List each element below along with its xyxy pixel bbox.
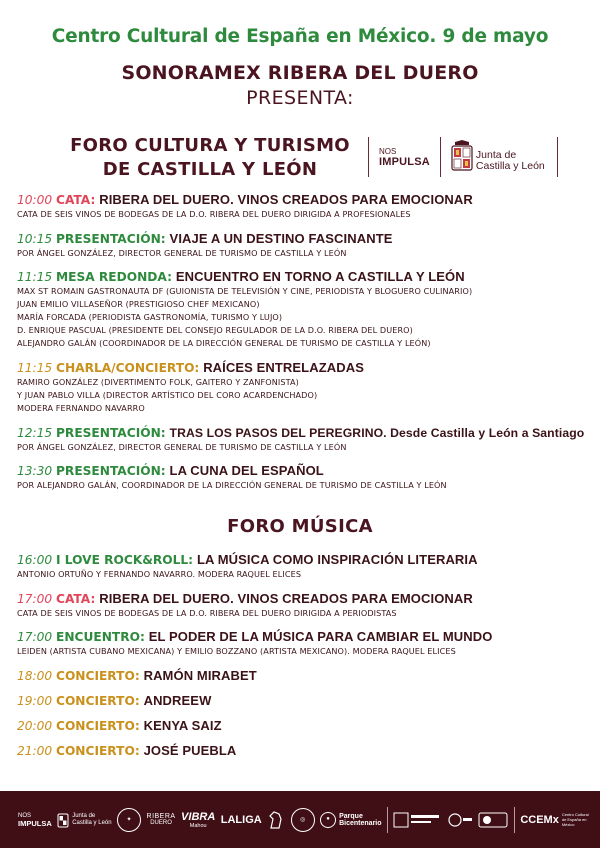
logo-junta-line2: Castilla y León [475, 160, 545, 172]
event-detail: MAX ST ROMAIN GASTRONAUTA DF (GUIONISTA DE TELEVISIÓN Y CINE, PERIODISTA Y BLOGUERO CULINARIO) [17, 286, 473, 296]
event-time: 11:15 [17, 270, 53, 284]
event-time: 19:00 [17, 694, 53, 708]
event-cultura-1 [17, 231, 587, 260]
event-time: 10:15 [17, 232, 53, 246]
sponsor-planeta-icon: ◎ [291, 808, 315, 832]
event-time: 10:00 [17, 193, 53, 207]
footer-junta-logo [57, 812, 111, 828]
event-headline [17, 463, 587, 479]
event-cultura-2 [17, 269, 587, 350]
footer-junta-line1: Junta de [72, 812, 96, 819]
event-musica-6 [17, 743, 587, 759]
event-time: 20:00 [17, 719, 53, 733]
event-musica-3 [17, 668, 587, 684]
aecid-icon [447, 810, 473, 830]
event-kind: CONCIERTO: [56, 669, 140, 683]
event-headline [17, 668, 587, 684]
footer-ccemx-sub: Centro Cultural de España en México [561, 812, 589, 827]
footer-nos: NOS [18, 812, 32, 819]
gov-seal-icon [393, 810, 441, 830]
footer-parque-logo [320, 812, 381, 828]
footer-impulsa: IMPULSA [18, 818, 52, 828]
event-headline [17, 629, 587, 645]
logo-junta-line1: Junta de [475, 149, 517, 161]
event-title: KENYA SAIZ [143, 718, 222, 733]
divider [387, 807, 388, 833]
event-title: RIBERA DEL DUERO. VINOS CREADOS PARA EMOCIONAR [99, 192, 473, 207]
parque-icon: ● [320, 812, 336, 828]
event-kind: MESA REDONDA: [56, 270, 172, 284]
event-kind: PRESENTACIÓN: [56, 464, 166, 478]
event-kind: PRESENTACIÓN: [56, 426, 166, 440]
foro-musica-title: FORO MÚSICA [227, 516, 373, 537]
event-detail: ALEJANDRO GALÁN (COORDINADOR DE LA DIRECCIÓN GENERAL DE TURISMO DE CASTILLA Y LEÓN) [17, 338, 431, 348]
event-headline [17, 743, 587, 759]
event-cultura-0 [17, 192, 587, 221]
event-title: RIBERA DEL DUERO. VINOS CREADOS PARA EMOCIONAR [99, 591, 473, 606]
junta-castilla-leon-logo [441, 140, 557, 174]
logo-impulsa-text: IMPULSA [379, 155, 430, 168]
event-detail: RAMIRO GONZÁLEZ (DIVERTIMENTO FOLK, GAITERO Y ZANFONISTA) [17, 377, 299, 387]
event-headline [17, 426, 587, 441]
event-kind: I LOVE ROCK&ROLL: [56, 553, 194, 567]
event-detail: D. ENRIQUE PASCUAL (PRESIDENTE DEL CONSEJO REGULADOR DE LA D.O. RIBERA DEL DUERO) [17, 325, 413, 335]
event-title: LA MÚSICA COMO INSPIRACIÓN LITERARIA [196, 552, 478, 567]
event-time: 21:00 [17, 744, 53, 758]
event-detail: LEIDEN (ARTISTA CUBANO MEXICANA) Y EMILIO BOZZANO (ARTISTA MEXICANO). MODERA RAQUEL ELICES [17, 646, 456, 656]
event-kind: CONCIERTO: [56, 694, 140, 708]
event-headline [17, 192, 587, 208]
event-detail: ANTONIO ORTUÑO Y FERNANDO NAVARRO. MODERA RAQUEL ELICES [17, 569, 302, 579]
event-detail: CATA DE SEIS VINOS DE BODEGAS DE LA D.O. RIBERA DEL DUERO DIRIGIDA A PROFESIONALES [17, 209, 411, 219]
sponsor-footer [0, 791, 600, 848]
footer-ccemx-logo [520, 812, 592, 827]
footer-shield-icon [57, 812, 69, 828]
event-kind: CATA: [56, 592, 96, 606]
footer-laliga-logo: LALIGA [220, 813, 262, 826]
event-detail: MARÍA FORCADA (PERIODISTA GASTRONOMÍA, TURISMO Y LUJO) [17, 312, 283, 322]
event-kind: ENCUENTRO: [56, 630, 145, 644]
event-detail: Y JUAN PABLO VILLA (DIRECTOR ARTÍSTICO DEL CORO ACARDENCHADO) [17, 390, 318, 400]
event-kind: PRESENTACIÓN: [56, 232, 166, 246]
event-time: 11:15 [17, 361, 53, 375]
event-kind: CONCIERTO: [56, 744, 140, 758]
footer-vibra: VIBRA [181, 810, 216, 823]
event-detail: MODERA FERNANDO NAVARRO [17, 403, 145, 413]
foro-cultura-title-line1: FORO CULTURA Y TURISMO [70, 135, 350, 156]
presenta: PRESENTA: [246, 87, 354, 109]
event-detail: CATA DE SEIS VINOS DE BODEGAS DE LA D.O. RIBERA DEL DUERO DIRIGIDA A PERIODISTAS [17, 608, 397, 618]
event-time: 17:00 [17, 592, 53, 606]
event-headline [17, 552, 587, 568]
event-detail: JUAN EMILIO VILLASEÑOR (PRESTIGIOSO CHEF MEXICANO) [17, 299, 260, 309]
event-time: 13:30 [17, 464, 53, 478]
top-title: Centro Cultural de España en México. 9 de mayo [51, 26, 549, 47]
event-musica-4 [17, 693, 587, 709]
event-time: 12:15 [17, 426, 53, 440]
event-headline [17, 360, 587, 376]
event-title: ENCUENTRO EN TORNO A CASTILLA Y LEÓN [175, 269, 465, 284]
event-title: TRAS LOS PASOS DEL PEREGRINO. Desde Castilla y León a Santiago [169, 426, 585, 440]
logo-nos-text: NOS [379, 146, 397, 156]
foro-cultura-title [60, 134, 360, 182]
event-time: 17:00 [17, 630, 53, 644]
header-logos [368, 136, 558, 178]
event-musica-1 [17, 591, 587, 620]
event-cultura-5 [17, 463, 587, 492]
footer-vibra-logo [181, 811, 215, 829]
event-cultura-4 [17, 426, 587, 454]
event-detail: POR ÁNGEL GONZÁLEZ, DIRECTOR GENERAL DE TURISMO DE CASTILLA Y LEÓN [17, 248, 347, 258]
footer-ccemx: CCEMx [520, 813, 559, 826]
event-title: EL PODER DE LA MÚSICA PARA CAMBIAR EL MUNDO [148, 629, 493, 644]
event-headline [17, 231, 587, 247]
event-headline [17, 693, 587, 709]
footer-junta-line2: Castilla y León [72, 819, 112, 826]
event-time: 16:00 [17, 553, 53, 567]
event-musica-0 [17, 552, 587, 581]
footer-ribera-sub: DUERO [150, 819, 172, 826]
coat-of-arms-icon [451, 140, 473, 174]
event-cultura-3 [17, 360, 587, 415]
nos-impulsa-logo [369, 147, 440, 168]
event-title: ANDREEW [143, 693, 212, 708]
event-title: LA CUNA DEL ESPAÑOL [169, 463, 324, 478]
foro-cultura-title-line2: DE CASTILLA Y LEÓN [102, 159, 318, 180]
sponsor-round-logo-icon: ✦ [117, 808, 141, 832]
divider [557, 137, 558, 177]
event-musica-2 [17, 629, 587, 658]
event-title: VIAJE A UN DESTINO FASCINANTE [169, 231, 393, 246]
event-title: JOSÉ PUEBLA [143, 743, 237, 758]
event-kind: CONCIERTO: [56, 719, 140, 733]
event-detail: POR ALEJANDRO GALÁN, COORDINADOR DE LA DIRECCIÓN GENERAL DE TURISMO DE CASTILLA Y LEÓN [17, 480, 447, 490]
footer-nos-impulsa-logo [18, 813, 52, 827]
event-musica-5 [17, 718, 587, 734]
event-headline [17, 718, 587, 734]
event-title: RAMÓN MIRABET [143, 668, 257, 683]
cooperacion-icon [478, 810, 508, 830]
event-time: 18:00 [17, 669, 53, 683]
footer-parque-line2: Bicentenario [339, 819, 382, 827]
footer-ribera-logo [147, 813, 176, 827]
footer-parque-line1: Parque [339, 812, 363, 820]
event-kind: CHARLA/CONCIERTO: [56, 361, 200, 375]
event-title: RAÍCES ENTRELAZADAS [203, 360, 364, 375]
divider [514, 807, 515, 833]
event-headline [17, 269, 587, 285]
event-kind: CATA: [56, 193, 96, 207]
event-detail: POR ÁNGEL GONZÁLEZ, DIRECTOR GENERAL DE TURISMO DE CASTILLA Y LEÓN [17, 442, 347, 452]
subtitle: SONORAMEX RIBERA DEL DUERO [121, 62, 479, 84]
footer-vibra-sub: Mahou [189, 822, 207, 829]
horse-icon [267, 810, 285, 830]
footer-ribera: RIBERA [146, 812, 176, 820]
event-headline [17, 591, 587, 607]
